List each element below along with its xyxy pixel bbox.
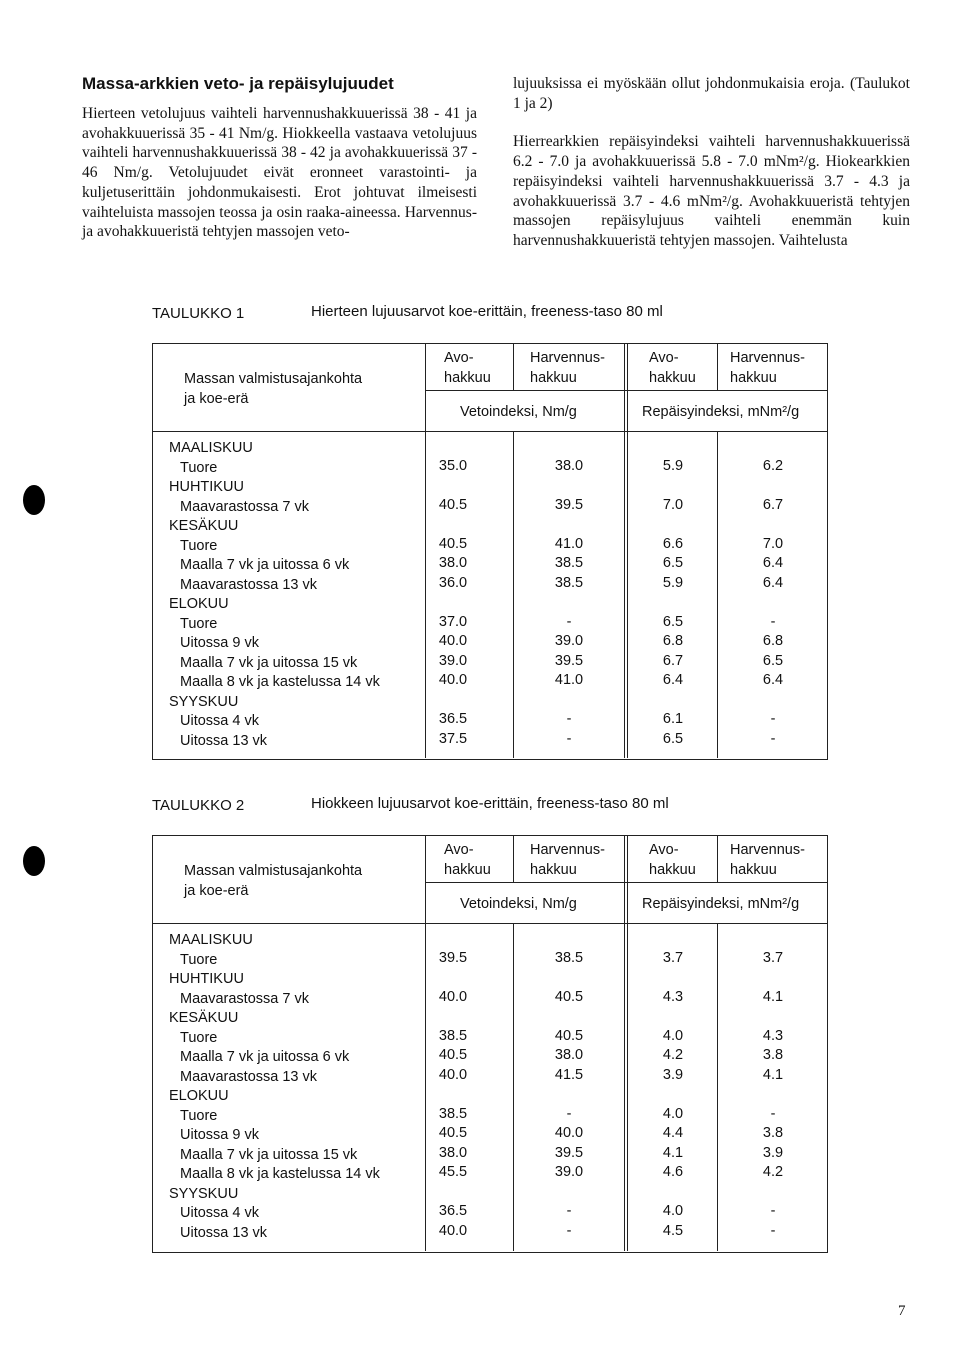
- table-value: 6.5: [662, 730, 684, 747]
- table1-label: TAULUKKO 1: [152, 305, 245, 322]
- table-value: 38.0: [438, 555, 468, 571]
- month-label: ELOKUU: [169, 1088, 229, 1104]
- avohakkuu-header: Avo-: [649, 350, 679, 366]
- avohakkuu-header: hakkuu: [649, 862, 696, 878]
- table-value: -: [770, 1222, 776, 1239]
- repaisyindeksi-header: Repäisyindeksi, mNm²/g: [642, 404, 800, 420]
- column-divider: [717, 836, 718, 882]
- avohakkuu-header: hakkuu: [444, 862, 491, 878]
- sample-label: Tuore: [180, 615, 218, 632]
- harvennus-header: Harvennus-: [730, 350, 805, 366]
- month-label: SYYSKUU: [169, 693, 239, 710]
- table-value: 3.9: [762, 1144, 784, 1161]
- table-value: 38.0: [554, 457, 584, 474]
- table-value: 6.7: [762, 496, 784, 513]
- section-heading: Massa-arkkien veto- ja repäisylujuudet: [82, 74, 394, 93]
- table-value: 45.5: [438, 1164, 468, 1180]
- table-value: 4.2: [662, 1047, 684, 1063]
- table-value: 37.0: [438, 613, 468, 630]
- sample-label: Uitossa 9 vk: [180, 1127, 259, 1143]
- column-divider-double: [624, 344, 628, 758]
- table-value: 6.4: [762, 574, 784, 591]
- sample-label: Uitossa 13 vk: [180, 732, 268, 749]
- table-value: 6.4: [762, 555, 784, 571]
- sample-label: Maalla 8 vk ja kastelussa 14 vk: [180, 674, 380, 690]
- table2: [152, 835, 828, 1253]
- table-value: 38.5: [554, 555, 584, 571]
- table-value: 41.0: [554, 672, 584, 688]
- sample-label: Maavarastossa 7 vk: [180, 990, 309, 1007]
- table-value: 39.0: [438, 652, 468, 669]
- table-value: -: [770, 1105, 776, 1122]
- table-value: 40.5: [438, 1125, 468, 1141]
- table-value: 4.0: [662, 1203, 684, 1219]
- table-value: 4.3: [762, 1027, 784, 1044]
- header-bottom-line: [153, 923, 827, 924]
- table-value: 40.5: [438, 535, 468, 552]
- table-value: -: [566, 711, 572, 727]
- sample-label: Tuore: [180, 1107, 218, 1124]
- table-value: 4.6: [662, 1164, 684, 1180]
- table-value: 4.4: [662, 1125, 684, 1141]
- table-value: -: [770, 711, 776, 727]
- sample-label: Tuore: [180, 537, 218, 554]
- table-value: -: [566, 1203, 572, 1219]
- sample-label: Maavarastossa 13 vk: [180, 1068, 318, 1085]
- table2-label: TAULUKKO 2: [152, 797, 245, 814]
- table-value: 4.0: [662, 1105, 684, 1122]
- vetoindeksi-header: Vetoindeksi, Nm/g: [460, 404, 577, 420]
- table-value: 40.0: [438, 1222, 468, 1239]
- month-label: SYYSKUU: [169, 1185, 239, 1202]
- table1-caption: Hierteen lujuusarvot koe-erittäin, freeness-taso 80 ml: [311, 303, 663, 320]
- table-value: 38.0: [554, 1047, 584, 1063]
- table-value: 4.1: [762, 988, 784, 1005]
- month-label: HUHTIKUU: [169, 479, 244, 495]
- header-bottom-line: [153, 431, 827, 432]
- table-value: -: [770, 730, 776, 747]
- month-label: KESÄKUU: [169, 1010, 239, 1026]
- table-value: 6.8: [762, 633, 784, 649]
- table-value: 40.5: [438, 496, 468, 513]
- table-value: 7.0: [662, 496, 684, 513]
- table-value: 39.5: [554, 652, 584, 669]
- table1: [152, 343, 828, 760]
- sample-label: Uitossa 9 vk: [180, 635, 259, 651]
- row-label-header: Massan valmistusajankohta: [184, 863, 363, 879]
- table-value: 39.5: [554, 496, 584, 513]
- column-divider: [425, 836, 426, 1251]
- sample-label: Maalla 7 vk ja uitossa 6 vk: [180, 557, 350, 573]
- month-label: ELOKUU: [169, 596, 229, 612]
- body-text-right: [513, 74, 910, 270]
- table-value: 39.0: [554, 633, 584, 649]
- sample-label: Tuore: [180, 951, 218, 968]
- page-number: 7: [898, 1303, 906, 1319]
- table-value: 36.5: [438, 1203, 468, 1219]
- sample-label: Uitossa 4 vk: [180, 713, 259, 729]
- avohakkuu-header: Avo-: [444, 842, 474, 858]
- table-value: 6.2: [762, 457, 784, 474]
- table-value: 40.0: [438, 633, 468, 649]
- punch-hole: [23, 846, 45, 876]
- month-label: HUHTIKUU: [169, 971, 244, 987]
- harvennus-header: Harvennus-: [530, 350, 605, 366]
- paragraph: lujuuksissa ei myöskään ollut johdonmukaisia eroja. (Taulukot 1 ja 2): [513, 75, 910, 112]
- body-text-left: Hierteen vetolujuus vaihteli harvennushakkuuerissä 38 - 41 ja avohakkuuerissä 35 - 41 Nm/g. Hiokkeella vastaava vetolujuus vaihteli harvennushakkuuerissä 38 - 42 ja avohakkuuerissä 37 - 46 Nm/g. Vetolujuudet eivät eronneet varastointi- ja kuljetuserittäin johdonmukaisesti. Erot johtuvat ilmeisesti vaihteluista massojen teossa ja osin raaka-aineessa. Harvennus- ja avohakkuueristä tehtyjen massojen veto-: [82, 105, 477, 241]
- sample-label: Maalla 8 vk ja kastelussa 14 vk: [180, 1166, 380, 1182]
- punch-hole: [23, 485, 45, 515]
- table-value: 4.1: [762, 1066, 784, 1083]
- table-value: 5.9: [662, 574, 684, 591]
- table-value: 6.8: [662, 633, 684, 649]
- harvennus-header: Harvennus-: [530, 842, 605, 858]
- harvennus-header: hakkuu: [530, 370, 577, 386]
- table-value: 35.0: [438, 457, 468, 474]
- table-value: 38.5: [554, 574, 584, 591]
- column-divider: [717, 431, 718, 758]
- repaisyindeksi-header: Repäisyindeksi, mNm²/g: [642, 896, 800, 912]
- table-value: 6.5: [762, 652, 784, 669]
- table-value: 40.0: [554, 1125, 584, 1141]
- row-label-header: ja koe-erä: [184, 391, 249, 407]
- table-value: -: [770, 613, 776, 630]
- table-value: 40.0: [438, 672, 468, 688]
- month-label: MAALISKUU: [169, 440, 253, 456]
- sample-label: Maalla 7 vk ja uitossa 15 vk: [180, 654, 358, 671]
- column-divider: [513, 836, 514, 882]
- table-value: 41.0: [554, 535, 584, 552]
- table-value: 38.5: [438, 1027, 468, 1044]
- harvennus-header: hakkuu: [730, 862, 777, 878]
- column-divider: [513, 344, 514, 390]
- table-value: 6.6: [662, 535, 684, 552]
- harvennus-header: hakkuu: [530, 862, 577, 878]
- row-label-header: ja koe-erä: [184, 883, 249, 899]
- column-divider-double: [624, 836, 628, 1251]
- sample-label: Maalla 7 vk ja uitossa 15 vk: [180, 1146, 358, 1163]
- table-value: 39.5: [554, 1144, 584, 1161]
- harvennus-header: hakkuu: [730, 370, 777, 386]
- month-label: MAALISKUU: [169, 932, 253, 948]
- sample-label: Maavarastossa 7 vk: [180, 498, 309, 515]
- table-value: 3.9: [662, 1066, 684, 1083]
- table-value: 38.5: [438, 1105, 468, 1122]
- table-value: 3.8: [762, 1047, 784, 1063]
- harvennus-header: Harvennus-: [730, 842, 805, 858]
- avohakkuu-header: hakkuu: [444, 370, 491, 386]
- table-value: 3.7: [662, 949, 684, 966]
- sample-label: Tuore: [180, 459, 218, 476]
- table-value: 39.0: [554, 1164, 584, 1180]
- table-value: -: [566, 730, 572, 747]
- table-value: 37.5: [438, 730, 468, 747]
- paragraph: Hierrearkkien repäisyindeksi vaihteli harvennushakkuuerissä 6.2 - 7.0 ja avohakkuuerissä 5.8 - 7.0 mNm²/g. Hiokearkkien repäisyindeksi vaihteli harvennushakkuuerissä 3.7 - 4.3 ja avohakkuuerissä 3.7 - 4.6 mNm²/g. Avohakkuueristä tehtyjen massojen repäisylujuus vaihteli enemmän kuin harvennushakkuueristä tehtyjen massojen. Vaihtelusta: [513, 133, 910, 249]
- table-value: 40.0: [438, 1066, 468, 1083]
- column-divider: [717, 344, 718, 390]
- table-value: 6.5: [662, 555, 684, 571]
- table-value: 41.5: [554, 1066, 584, 1083]
- sample-label: Maalla 7 vk ja uitossa 6 vk: [180, 1049, 350, 1065]
- table-value: 3.8: [762, 1125, 784, 1141]
- table-value: 5.9: [662, 457, 684, 474]
- sample-label: Tuore: [180, 1029, 218, 1046]
- table-value: 6.4: [662, 672, 684, 688]
- table-value: 4.5: [662, 1222, 684, 1239]
- table-value: 6.5: [662, 613, 684, 630]
- avohakkuu-header: hakkuu: [649, 370, 696, 386]
- table-value: -: [566, 613, 572, 630]
- table-value: 3.7: [762, 949, 784, 966]
- table-value: 40.5: [438, 1047, 468, 1063]
- table-value: 39.5: [438, 949, 468, 966]
- table-value: 6.1: [662, 711, 684, 727]
- table-value: 4.1: [662, 1144, 684, 1161]
- row-label-header: Massan valmistusajankohta: [184, 371, 363, 387]
- table-value: 6.7: [662, 652, 684, 669]
- table-value: -: [566, 1105, 572, 1122]
- table2-caption: Hiokkeen lujuusarvot koe-erittäin, freeness-taso 80 ml: [311, 795, 669, 812]
- table-value: 40.0: [438, 988, 468, 1005]
- table-value: 4.3: [662, 988, 684, 1005]
- table-value: 40.5: [554, 1027, 584, 1044]
- table-value: 4.2: [762, 1164, 784, 1180]
- month-label: KESÄKUU: [169, 518, 239, 534]
- table-value: 4.0: [662, 1027, 684, 1044]
- table-value: 36.0: [438, 574, 468, 591]
- table-value: 40.5: [554, 988, 584, 1005]
- avohakkuu-header: Avo-: [649, 842, 679, 858]
- vetoindeksi-header: Vetoindeksi, Nm/g: [460, 896, 577, 912]
- sample-label: Maavarastossa 13 vk: [180, 576, 318, 593]
- column-divider: [513, 431, 514, 758]
- avohakkuu-header: Avo-: [444, 350, 474, 366]
- table-value: 38.5: [554, 949, 584, 966]
- table-value: 36.5: [438, 711, 468, 727]
- table-value: 6.4: [762, 672, 784, 688]
- column-divider: [513, 923, 514, 1251]
- table-value: -: [566, 1222, 572, 1239]
- sample-label: Uitossa 4 vk: [180, 1205, 259, 1221]
- sample-label: Uitossa 13 vk: [180, 1224, 268, 1241]
- table-value: 7.0: [762, 535, 784, 552]
- table-value: -: [770, 1203, 776, 1219]
- column-divider: [717, 923, 718, 1251]
- table-value: 38.0: [438, 1144, 468, 1161]
